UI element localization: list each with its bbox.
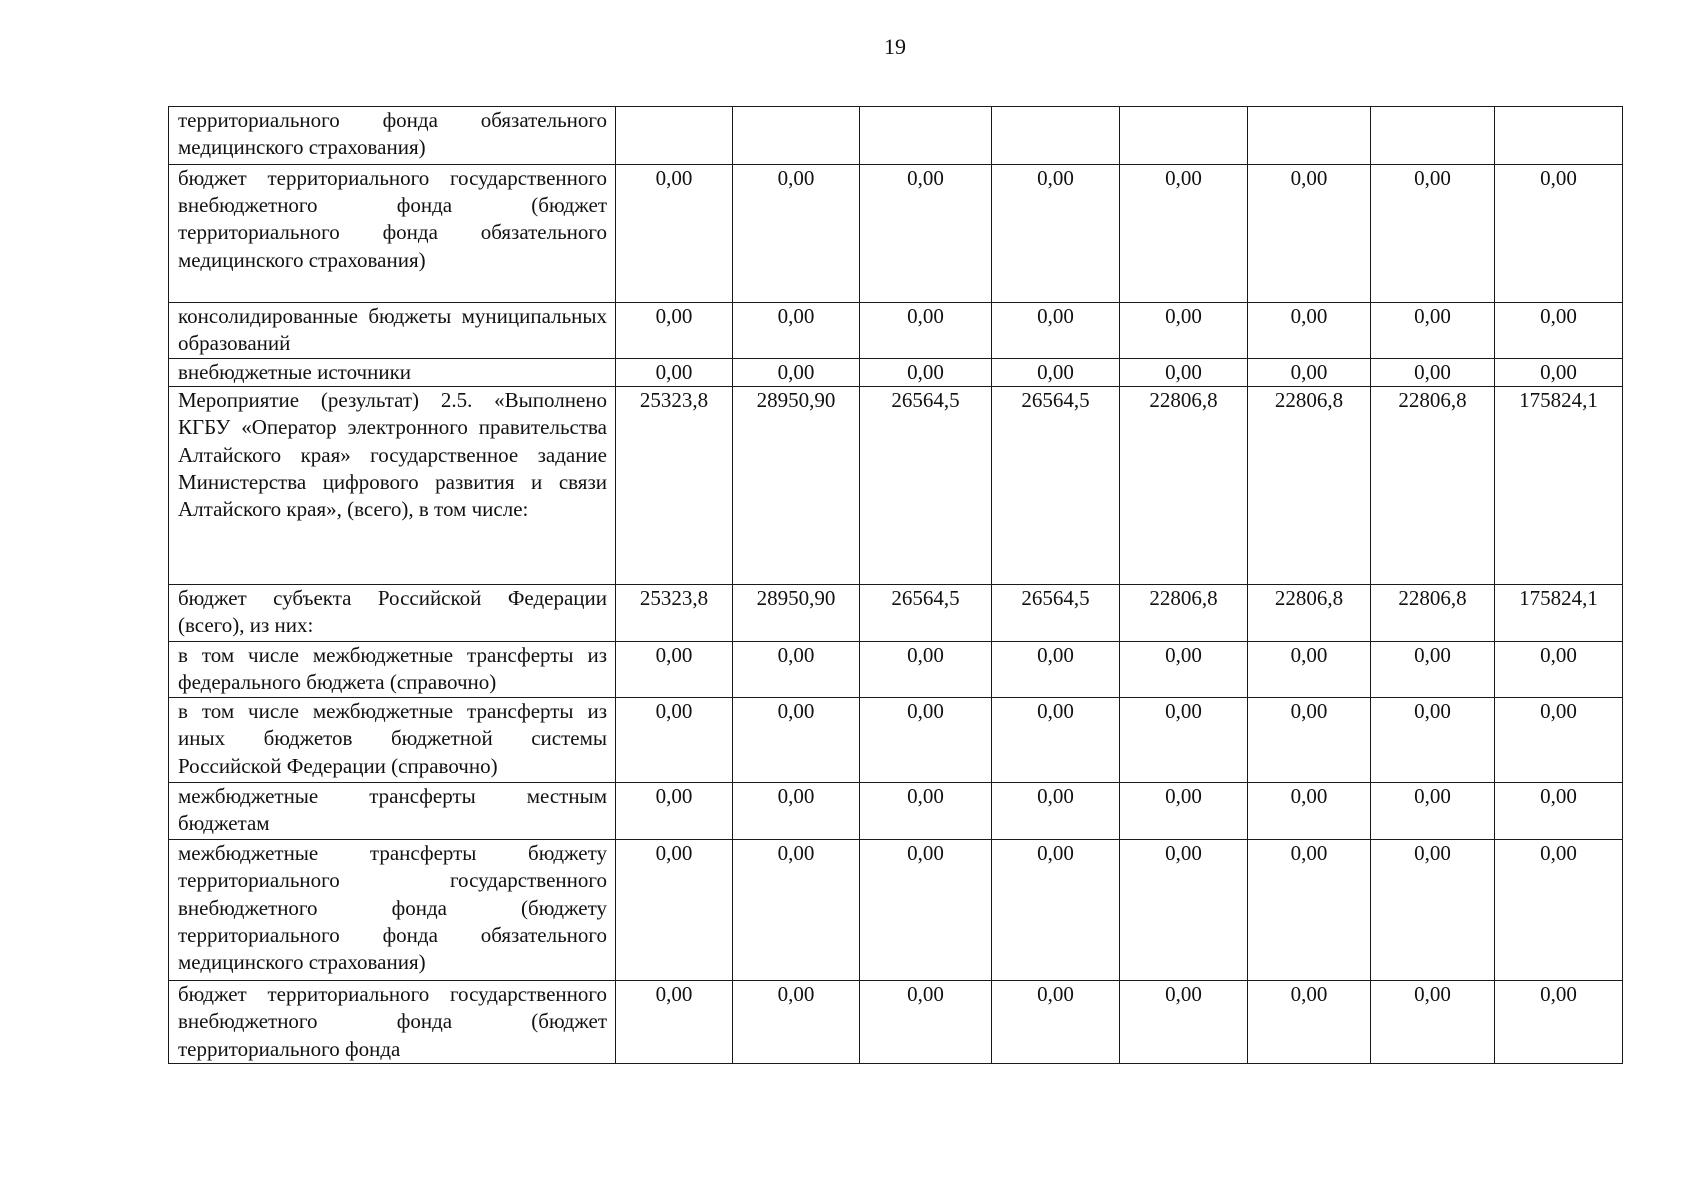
cell-value: 0,00 <box>1037 784 1074 809</box>
cell-value: 0,00 <box>1037 982 1074 1007</box>
cell-value: 0,00 <box>1037 643 1074 668</box>
value-cell <box>992 783 1120 840</box>
cell-value: 0,00 <box>655 304 693 328</box>
cell-value: 0,00 <box>907 304 944 328</box>
cell-value: 28950,90 <box>756 586 836 611</box>
cell-value: 0,00 <box>1037 699 1074 724</box>
cell-value: 0,00 <box>1165 982 1202 1007</box>
cell-value: 0,00 <box>1414 643 1451 668</box>
value-cell <box>733 642 860 698</box>
cell-value: 0,00 <box>1414 304 1451 328</box>
cell-value: 0,00 <box>655 982 693 1007</box>
value-cell <box>1120 783 1248 840</box>
value-cell <box>1120 359 1248 387</box>
cell-value: 0,00 <box>1540 643 1577 668</box>
cell-value: 0,00 <box>777 360 815 384</box>
table-row <box>169 585 1623 642</box>
value-cell <box>860 840 992 981</box>
cell-value: 0,00 <box>1290 982 1328 1007</box>
cell-value: 0,00 <box>907 982 944 1007</box>
value-cell <box>616 303 733 359</box>
cell-value: 0,00 <box>1037 360 1074 384</box>
value-cell <box>1120 585 1248 642</box>
row-label: межбюджетные трансферты бюджету территориального государственного внебюджетного фонда (бюджету территориального фонда обязательного медицинского страхования) <box>169 840 616 981</box>
table-row <box>169 303 1623 359</box>
value-cell <box>860 642 992 698</box>
cell-value: 0,00 <box>1540 166 1577 190</box>
value-cell <box>1120 840 1248 981</box>
value-cell <box>1248 387 1371 585</box>
cell-value: 25323,8 <box>639 586 709 611</box>
cell-value: 0,00 <box>1037 304 1074 328</box>
value-cell <box>992 303 1120 359</box>
value-cell <box>1248 165 1371 303</box>
cell-value: 22806,8 <box>1398 388 1467 413</box>
value-cell <box>860 585 992 642</box>
cell-value: 0,00 <box>655 360 693 384</box>
value-cell <box>616 585 733 642</box>
cell-value: 0,00 <box>1540 841 1577 866</box>
cell-value: 0,00 <box>1290 643 1328 668</box>
table-row <box>169 783 1623 840</box>
value-cell <box>616 359 733 387</box>
table-row <box>169 642 1623 698</box>
cell-value: 0,00 <box>907 699 944 724</box>
cell-value: 0,00 <box>655 699 693 724</box>
value-cell <box>992 981 1120 1064</box>
cell-value: 0,00 <box>777 982 815 1007</box>
cell-value: 0,00 <box>1290 304 1328 328</box>
cell-value: 0,00 <box>777 784 815 809</box>
cell-value: 0,00 <box>907 166 944 190</box>
cell-value: 0,00 <box>655 784 693 809</box>
cell-value: 0,00 <box>1037 841 1074 866</box>
value-cell <box>1371 840 1495 981</box>
value-cell <box>1120 642 1248 698</box>
cell-value: 0,00 <box>1540 304 1577 328</box>
cell-value: 26564,5 <box>891 388 960 413</box>
cell-value: 0,00 <box>655 643 693 668</box>
cell-value: 0,00 <box>1414 699 1451 724</box>
cell-value: 0,00 <box>1540 784 1577 809</box>
value-cell <box>1495 783 1623 840</box>
budget-table <box>168 106 1623 1064</box>
table-row <box>169 107 1623 165</box>
value-cell <box>616 981 733 1064</box>
value-cell <box>1120 981 1248 1064</box>
row-label: бюджет территориального государственного внебюджетного фонда (бюджет территориального фонда <box>169 981 616 1064</box>
cell-value: 0,00 <box>907 360 944 384</box>
value-cell <box>616 783 733 840</box>
value-cell <box>733 585 860 642</box>
cell-value: 175824,1 <box>1519 586 1598 611</box>
value-cell <box>860 303 992 359</box>
value-cell <box>733 783 860 840</box>
value-cell <box>1371 387 1495 585</box>
row-label: консолидированные бюджеты муниципальных образований <box>169 303 616 359</box>
cell-value: 0,00 <box>777 166 815 190</box>
cell-value: 0,00 <box>1540 699 1577 724</box>
cell-value: 22806,8 <box>1398 586 1467 611</box>
value-cell <box>1248 981 1371 1064</box>
cell-value: 0,00 <box>907 841 944 866</box>
value-cell <box>616 642 733 698</box>
value-cell <box>992 698 1120 783</box>
value-cell <box>616 840 733 981</box>
cell-value: 26564,5 <box>1021 586 1090 611</box>
cell-value: 25323,8 <box>639 388 709 413</box>
cell-value: 0,00 <box>1414 982 1451 1007</box>
value-cell <box>1371 698 1495 783</box>
row-label: в том числе межбюджетные трансферты из федерального бюджета (справочно) <box>169 642 616 698</box>
value-cell <box>1248 585 1371 642</box>
cell-value: 0,00 <box>1165 699 1202 724</box>
value-cell <box>1248 303 1371 359</box>
value-cell <box>860 387 992 585</box>
value-cell <box>1371 165 1495 303</box>
value-cell <box>1120 387 1248 585</box>
cell-value: 0,00 <box>1165 360 1202 384</box>
value-cell <box>1120 698 1248 783</box>
page-number: 19 <box>884 34 906 59</box>
value-cell <box>992 585 1120 642</box>
cell-value: 22806,8 <box>1274 388 1344 413</box>
cell-value: 0,00 <box>1290 784 1328 809</box>
cell-value: 0,00 <box>1290 699 1328 724</box>
value-cell <box>1371 303 1495 359</box>
value-cell <box>1248 840 1371 981</box>
value-cell <box>860 107 992 165</box>
row-label: бюджет субъекта Российской Федерации (всего), из них: <box>169 585 616 642</box>
value-cell <box>860 981 992 1064</box>
value-cell <box>1248 642 1371 698</box>
cell-value: 175824,1 <box>1519 388 1598 413</box>
value-cell <box>1495 840 1623 981</box>
cell-value: 0,00 <box>777 643 815 668</box>
value-cell <box>616 698 733 783</box>
value-cell <box>1371 783 1495 840</box>
cell-value: 26564,5 <box>1021 388 1090 413</box>
row-label: межбюджетные трансферты местным бюджетам <box>169 783 616 840</box>
cell-value: 0,00 <box>1165 643 1202 668</box>
cell-value: 0,00 <box>907 643 944 668</box>
value-cell <box>733 840 860 981</box>
cell-value: 26564,5 <box>891 586 960 611</box>
value-cell <box>1371 107 1495 165</box>
cell-value: 0,00 <box>1290 360 1328 384</box>
value-cell <box>992 359 1120 387</box>
cell-value: 0,00 <box>1290 841 1328 866</box>
value-cell <box>992 840 1120 981</box>
value-cell <box>1371 359 1495 387</box>
cell-value: 0,00 <box>1037 166 1074 190</box>
cell-value: 22806,8 <box>1149 388 1218 413</box>
table-row <box>169 359 1623 387</box>
value-cell <box>860 783 992 840</box>
cell-value: 0,00 <box>655 166 693 190</box>
row-label: Мероприятие (результат) 2.5. «Выполнено КГБУ «Оператор электронного правительства Алтайского края» государственное задание Министерства цифрового развития и связи Алтайского края», (всего), в том числе: <box>169 387 616 585</box>
cell-value: 0,00 <box>907 784 944 809</box>
cell-value: 0,00 <box>1414 784 1451 809</box>
value-cell <box>992 387 1120 585</box>
cell-value: 0,00 <box>777 841 815 866</box>
cell-value: 0,00 <box>1540 982 1577 1007</box>
table-row <box>169 840 1623 981</box>
value-cell <box>1120 303 1248 359</box>
value-cell <box>733 303 860 359</box>
cell-value: 22806,8 <box>1149 586 1218 611</box>
value-cell <box>1120 107 1248 165</box>
cell-value: 0,00 <box>1290 166 1328 190</box>
value-cell <box>1371 585 1495 642</box>
cell-value: 0,00 <box>1165 784 1202 809</box>
row-label: территориального фонда обязательного медицинского страхования) <box>169 107 616 165</box>
cell-value: 22806,8 <box>1274 586 1344 611</box>
value-cell <box>733 981 860 1064</box>
cell-value: 0,00 <box>777 304 815 328</box>
cell-value: 0,00 <box>655 841 693 866</box>
value-cell <box>1120 165 1248 303</box>
value-cell <box>992 107 1120 165</box>
table-row <box>169 981 1623 1064</box>
table-row <box>169 165 1623 303</box>
table-row <box>169 387 1623 585</box>
cell-value: 28950,90 <box>756 388 836 413</box>
value-cell <box>733 165 860 303</box>
value-cell <box>1371 981 1495 1064</box>
value-cell <box>1371 642 1495 698</box>
value-cell <box>1495 698 1623 783</box>
row-label: внебюджетные источники <box>169 359 616 387</box>
cell-value: 0,00 <box>1414 360 1451 384</box>
value-cell <box>992 642 1120 698</box>
value-cell <box>733 107 860 165</box>
value-cell <box>616 165 733 303</box>
value-cell <box>1495 359 1623 387</box>
value-cell <box>860 359 992 387</box>
table-body <box>169 107 1623 1064</box>
value-cell <box>992 165 1120 303</box>
cell-value: 0,00 <box>1165 166 1202 190</box>
value-cell <box>1495 387 1623 585</box>
cell-value: 0,00 <box>777 699 815 724</box>
value-cell <box>733 698 860 783</box>
value-cell <box>1495 303 1623 359</box>
table-row <box>169 698 1623 783</box>
cell-value: 0,00 <box>1414 166 1451 190</box>
value-cell <box>1495 981 1623 1064</box>
value-cell <box>1495 107 1623 165</box>
row-label: в том числе межбюджетные трансферты из иных бюджетов бюджетной системы Российской Федерации (справочно) <box>169 698 616 783</box>
cell-value: 0,00 <box>1165 304 1202 328</box>
value-cell <box>1248 359 1371 387</box>
value-cell <box>1495 585 1623 642</box>
cell-value: 0,00 <box>1414 841 1451 866</box>
cell-value: 0,00 <box>1165 841 1202 866</box>
value-cell <box>1248 698 1371 783</box>
value-cell <box>733 359 860 387</box>
cell-value: 0,00 <box>1540 360 1577 384</box>
value-cell <box>1248 783 1371 840</box>
row-label: бюджет территориального государственного внебюджетного фонда (бюджет территориального фонда обязательного медицинского страхования) <box>169 165 616 303</box>
value-cell <box>733 387 860 585</box>
value-cell <box>616 387 733 585</box>
value-cell <box>860 698 992 783</box>
value-cell <box>1495 642 1623 698</box>
value-cell <box>1495 165 1623 303</box>
value-cell <box>616 107 733 165</box>
value-cell <box>860 165 992 303</box>
value-cell <box>1248 107 1371 165</box>
